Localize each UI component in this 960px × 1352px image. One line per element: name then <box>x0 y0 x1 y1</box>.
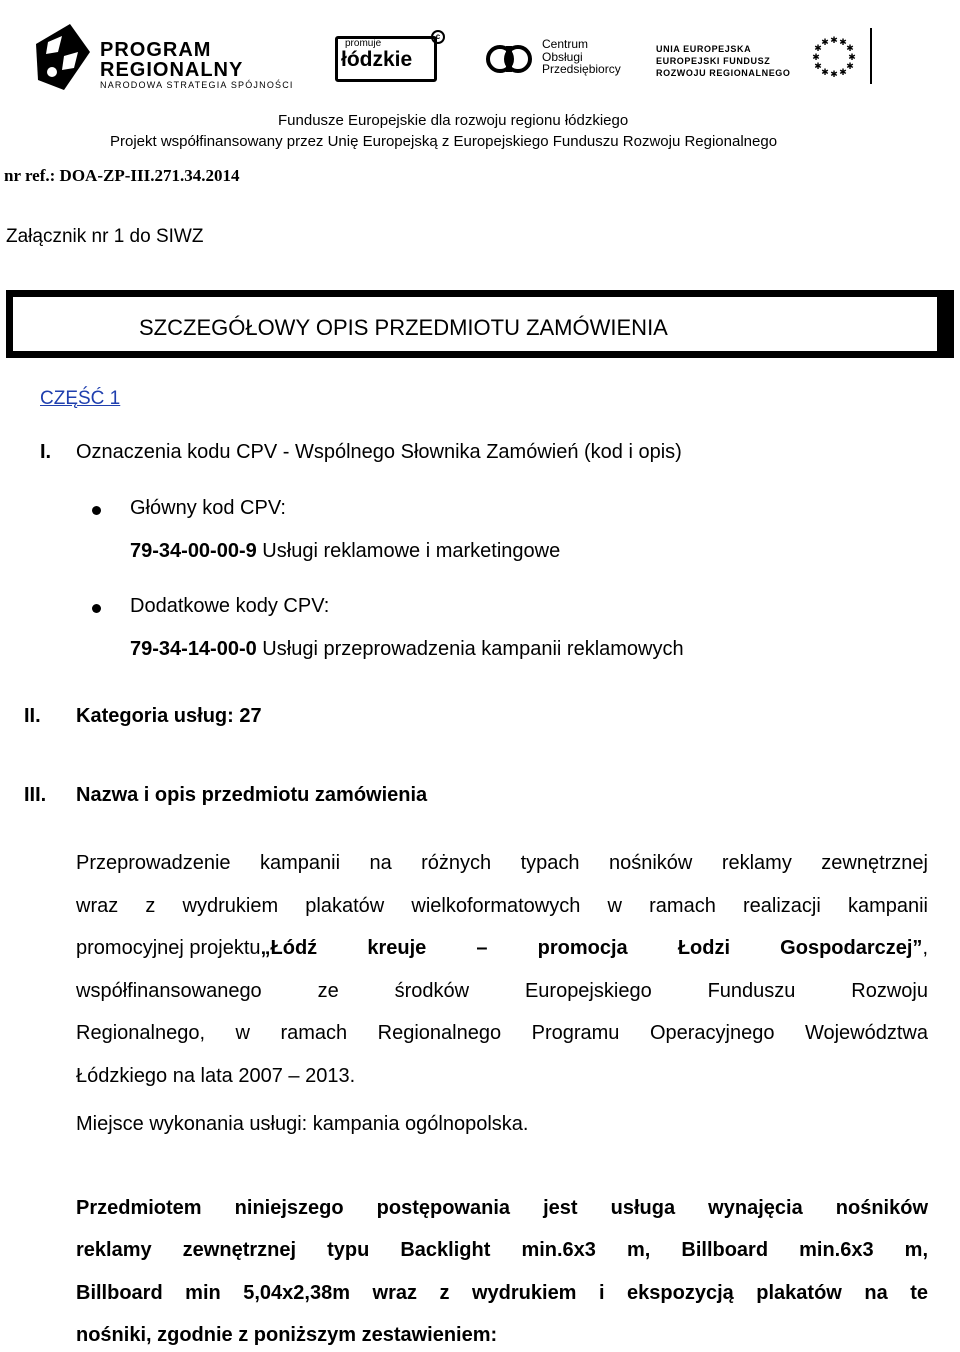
svg-text:✱: ✱ <box>821 68 829 78</box>
extra-cpv-label: Dodatkowe kody CPV: <box>130 595 330 617</box>
program-logo-line2: REGIONALNY <box>100 59 244 81</box>
svg-text:✱: ✱ <box>846 44 854 54</box>
svg-text:✱: ✱ <box>830 36 838 46</box>
section-1-number: I. <box>40 441 52 463</box>
part-link[interactable]: CZĘŚĆ 1 <box>40 388 121 409</box>
description-line-1: Przeprowadzenie kampanii na różnych typach nośników reklamy zewnętrznej <box>76 852 928 874</box>
subject-line-3: Billboard min 5,04x2,38m wraz z wydrukiem i ekspozycją plakatów na te <box>76 1282 928 1304</box>
title-box <box>6 290 954 358</box>
promuje-lodzkie-logo <box>335 30 447 86</box>
description-line-2: wraz z wydrukiem plakatów wielkoformatowych w ramach realizacji kampanii <box>76 895 928 917</box>
section-2-number: II. <box>24 705 41 727</box>
eu-flag-icon <box>800 28 872 84</box>
program-regionalny-logo <box>34 22 294 92</box>
svg-text:✱: ✱ <box>830 70 838 80</box>
extra-cpv-desc: Usługi przeprowadzenia kampanii reklamowych <box>256 638 684 660</box>
svg-text:✱: ✱ <box>846 62 854 72</box>
section-1-heading: Oznaczenia kodu CPV - Wspólnego Słownika Zamówień (kod i opis) <box>76 441 682 463</box>
funding-line-2: Projekt współfinansowany przez Unię Europejską z Europejskiego Funduszu Rozwoju Regionalnego <box>110 133 778 150</box>
project-name-text: „Łódź kreuje – promocja Łodzi Gospodarczej” <box>260 937 923 959</box>
cop-line1: Centrum <box>542 37 589 51</box>
description-line-3-a: promocyjnej projektu <box>76 937 261 959</box>
place-of-service: Miejsce wykonania usługi: kampania ogólnopolska. <box>76 1113 529 1135</box>
extra-cpv-line <box>130 638 684 661</box>
program-regionalny-emblem-icon <box>34 22 92 92</box>
main-cpv-code: 79-34-00-00-9 <box>130 540 257 562</box>
document-title: SZCZEGÓŁOWY OPIS PRZEDMIOTU ZAMÓWIENIA <box>139 315 668 340</box>
funding-line-1: Fundusze Europejskie dla rozwoju regionu łódzkiego <box>278 112 629 129</box>
svg-text:✱: ✱ <box>839 68 847 78</box>
program-logo-line3: NARODOWA STRATEGIA SPÓJNOŚCI <box>100 80 294 90</box>
main-cpv-label: Główny kod CPV: <box>130 497 286 519</box>
cop-line3: Przedsiębiorcy <box>542 62 621 76</box>
section-3-number: III. <box>24 784 47 806</box>
section-2-heading: Kategoria usług: 27 <box>76 705 262 727</box>
centrum-obslugi-emblem-icon <box>486 40 534 78</box>
ue-line1: UNIA EUROPEJSKA <box>656 44 752 54</box>
svg-text:✱: ✱ <box>812 53 820 63</box>
description-line-4: współfinansowanego ze środków Europejskiego Funduszu Rozwoju <box>76 980 928 1002</box>
svg-text:✱: ✱ <box>814 62 822 72</box>
subject-line-2: reklamy zewnętrznej typu Backlight min.6x3 m, Billboard min.6x3 m, <box>76 1239 928 1261</box>
title-box-inner <box>12 296 938 352</box>
svg-text:✱: ✱ <box>814 44 822 54</box>
program-logo-line1: PROGRAM <box>100 39 212 61</box>
svg-text:✱: ✱ <box>839 38 847 48</box>
bullet-icon <box>92 506 101 515</box>
subject-line-4: nośniki, zgodnie z poniższym zestawieniem: <box>76 1324 498 1346</box>
description-line-3 <box>76 937 928 960</box>
description-line-5: Regionalnego, w ramach Regionalnego Programu Operacyjnego Województwa <box>76 1022 928 1044</box>
copyright-mark-icon: c <box>431 30 445 44</box>
main-cpv-line <box>130 540 560 563</box>
annex-label: Załącznik nr 1 do SIWZ <box>6 226 204 247</box>
reference-number: nr ref.: DOA-ZP-III.271.34.2014 <box>4 166 240 185</box>
project-name <box>261 937 923 960</box>
promuje-logo-big: łódzkie <box>341 48 413 71</box>
description-line-6: Łódzkiego na lata 2007 – 2013. <box>76 1065 356 1087</box>
section-3-heading: Nazwa i opis przedmiotu zamówienia <box>76 784 428 806</box>
extra-cpv-code: 79-34-14-00-0 <box>130 638 257 660</box>
bullet-icon <box>92 604 101 613</box>
subject-line-1: Przedmiotem niniejszego postępowania jest usługa wynajęcia nośników <box>76 1197 928 1219</box>
svg-text:✱: ✱ <box>821 38 829 48</box>
centrum-obslugi-text <box>542 38 621 76</box>
ue-line2: EUROPEJSKI FUNDUSZ <box>656 56 771 66</box>
cop-line2: Obsługi <box>542 49 583 64</box>
promuje-logo-small: promuje <box>345 38 382 49</box>
unia-europejska-logo-text <box>656 40 796 80</box>
centrum-obslugi-logo <box>486 36 626 84</box>
svg-text:✱: ✱ <box>848 53 856 63</box>
main-cpv-desc: Usługi reklamowe i marketingowe <box>256 540 561 562</box>
description-line-3-c: , <box>922 937 928 959</box>
ue-line3: ROZWOJU REGIONALNEGO <box>656 68 791 78</box>
